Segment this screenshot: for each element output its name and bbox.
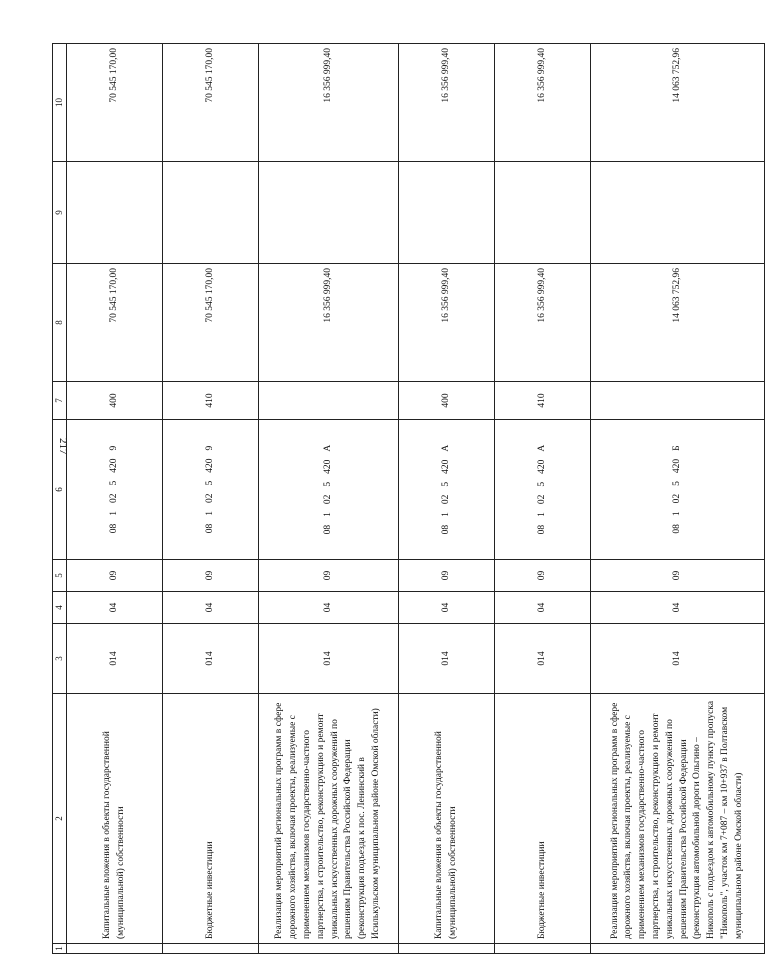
target-article-part: 9	[108, 445, 119, 451]
target-article-part: 5	[536, 481, 547, 487]
ministry-code-cell: 014	[399, 624, 495, 694]
row-marker-cell	[67, 944, 163, 954]
target-article-part: 420	[322, 459, 333, 474]
page-number: 217	[57, 438, 69, 455]
target-article-part: 5	[440, 481, 451, 487]
amount-total-cell: 16 356 999,40	[495, 264, 591, 382]
column-header-3: 3	[53, 624, 67, 694]
target-article-part: 1	[204, 511, 215, 516]
ministry-code-cell: 014	[259, 624, 399, 694]
target-article-cell	[591, 420, 765, 560]
section-code-cell: 04	[399, 592, 495, 624]
amount-col10-cell: 16 356 999,40	[495, 44, 591, 162]
target-article-part: 5	[108, 480, 119, 486]
expense-type-cell: 410	[495, 382, 591, 420]
target-article-part: 1	[536, 512, 547, 517]
target-article-part: 02	[671, 493, 682, 504]
subsection-code-cell: 09	[259, 560, 399, 592]
target-article-part: 420	[671, 458, 682, 474]
column-header-7: 7	[53, 382, 67, 420]
column-header-5: 5	[53, 560, 67, 592]
amount-total-cell: 16 356 999,40	[259, 264, 399, 382]
expense-name-cell: Бюджетные инвестиции	[163, 694, 259, 944]
amount-col9-cell	[67, 162, 163, 264]
target-article-part: 02	[108, 493, 119, 503]
target-article-part: 5	[204, 480, 215, 486]
section-code-cell: 04	[495, 592, 591, 624]
amount-total-cell: 16 356 999,40	[399, 264, 495, 382]
amount-col10-cell: 16 356 999,40	[399, 44, 495, 162]
target-article-part: 1	[322, 512, 333, 517]
column-header-6: 6	[53, 420, 67, 560]
target-article-part: А	[536, 444, 547, 452]
ministry-code-cell: 014	[163, 624, 259, 694]
amount-total-cell: 70 545 170,00	[163, 264, 259, 382]
target-article-cell	[399, 420, 495, 560]
target-article-cell	[67, 420, 163, 560]
target-article-part: 08	[536, 524, 547, 535]
amount-total-cell: 70 545 170,00	[67, 264, 163, 382]
column-header-4: 4	[53, 592, 67, 624]
column-header-1: 1	[53, 944, 67, 954]
expense-type-cell: 400	[399, 382, 495, 420]
column-header-9: 9	[53, 162, 67, 264]
target-article-part: 08	[671, 524, 682, 534]
ministry-code-cell: 014	[591, 624, 765, 694]
amount-col9-cell	[495, 162, 591, 264]
target-article-part: 5	[671, 481, 682, 486]
expense-type-cell: 410	[163, 382, 259, 420]
column-header-10: 10	[53, 44, 67, 162]
column-number-row	[53, 44, 67, 954]
subsection-code-cell: 09	[495, 560, 591, 592]
row-marker-cell	[591, 944, 765, 954]
expense-type-cell	[591, 382, 765, 420]
amount-col9-cell	[591, 162, 765, 264]
subsection-code-cell: 09	[67, 560, 163, 592]
target-article-part: 420	[440, 459, 451, 474]
target-article-part: 420	[108, 458, 119, 473]
target-article-cell	[163, 420, 259, 560]
section-code-cell: 04	[67, 592, 163, 624]
amount-col9-cell	[399, 162, 495, 264]
table-row	[591, 44, 765, 954]
table-row	[399, 44, 495, 954]
table-row	[259, 44, 399, 954]
amount-col9-cell	[163, 162, 259, 264]
expense-name-cell: Капитальные вложения в объекты государственной (муниципальной) собственности	[399, 694, 495, 944]
section-code-cell: 04	[591, 592, 765, 624]
subsection-code-cell: 09	[163, 560, 259, 592]
target-article-part: 02	[536, 494, 547, 505]
target-article-part: 420	[204, 458, 215, 473]
table-row	[67, 44, 163, 954]
expense-type-cell	[259, 382, 399, 420]
row-marker-cell	[163, 944, 259, 954]
target-article-part: 08	[204, 523, 215, 534]
target-article-part: 420	[536, 459, 547, 474]
amount-col9-cell	[259, 162, 399, 264]
subsection-code-cell: 09	[591, 560, 765, 592]
target-article-part: 02	[322, 494, 333, 505]
column-header-2: 2	[53, 694, 67, 944]
target-article-cell	[259, 420, 399, 560]
row-marker-cell	[399, 944, 495, 954]
target-article-part: А	[322, 444, 333, 452]
target-article-part: Б	[671, 445, 682, 451]
target-article-part: 08	[108, 523, 119, 534]
target-article-part: 5	[322, 481, 333, 487]
ministry-code-cell: 014	[67, 624, 163, 694]
row-marker-cell	[495, 944, 591, 954]
target-article-part: 1	[671, 511, 682, 517]
row-marker-cell	[259, 944, 399, 954]
budget-table-sheet	[52, 44, 744, 954]
ministry-code-cell: 014	[495, 624, 591, 694]
expense-name-cell: Реализация мероприятий региональных программ в сфере дорожного хозяйства, включая проекты, реализуемые с применением механизмов государственно-частного партнерства, и строительство, реконструкцию и ремонт уникальных искусственных дорожных сооружений по решениям Правительства Российской Федерации (реконструкция подъезда к пос. Ленинский в Исилькульском муниципальном районе Омской области)	[259, 694, 399, 944]
expense-name-cell: Бюджетные инвестиции	[495, 694, 591, 944]
expense-type-cell: 400	[67, 382, 163, 420]
subsection-code-cell: 09	[399, 560, 495, 592]
amount-total-cell: 14 063 752,96	[591, 264, 765, 382]
target-article-part: 02	[440, 494, 451, 505]
expense-name-cell: Реализация мероприятий региональных программ в сфере дорожного хозяйства, включая проекты, реализуемые с применением механизмов государственно-частного партнерства, и строительство, реконструкцию и ремонт уникальных искусственных дорожных сооружений по решениям Правительства Российской Федерации (реконструкция автомобильной дороги Ольгино – Никополь с подъездом к автомобильному пункту пропуска "Никополь", участок км 7+087 – км 10+937 в Полтавском муниципальном районе Омской области)	[591, 694, 765, 944]
section-code-cell: 04	[259, 592, 399, 624]
amount-col10-cell: 16 356 999,40	[259, 44, 399, 162]
amount-col10-cell: 70 545 170,00	[163, 44, 259, 162]
table-row	[495, 44, 591, 954]
budget-table	[52, 43, 765, 954]
target-article-cell	[495, 420, 591, 560]
target-article-part: 08	[440, 524, 451, 535]
amount-col10-cell: 14 063 752,96	[591, 44, 765, 162]
column-header-8: 8	[53, 264, 67, 382]
table-row	[163, 44, 259, 954]
target-article-part: А	[440, 444, 451, 452]
target-article-part: 1	[108, 511, 119, 516]
amount-col10-cell: 70 545 170,00	[67, 44, 163, 162]
target-article-part: 1	[440, 512, 451, 517]
target-article-part: 9	[204, 445, 215, 451]
target-article-part: 02	[204, 493, 215, 503]
expense-name-cell: Капитальные вложения в объекты государственной (муниципальной) собственности	[67, 694, 163, 944]
target-article-part: 08	[322, 524, 333, 535]
section-code-cell: 04	[163, 592, 259, 624]
